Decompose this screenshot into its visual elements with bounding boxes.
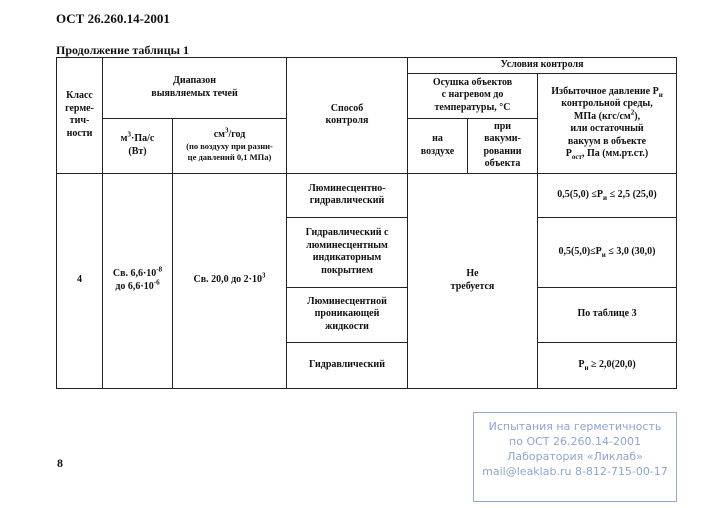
cell-pressure-2: $0,5(5,0)\le Р_и \le 3,0$ (30,0) xyxy=(538,217,677,287)
header-range: Диапазон выявляемых течей xyxy=(103,58,287,119)
cell-pressure-3: По таблице 3 xyxy=(538,287,677,342)
lab-watermark: Испытания на герметичность по ОСТ 26.260.14-2001 Лаборатория «Ликлаб» mail@leaklab.ru 8-812-715-00-17 xyxy=(473,412,677,502)
header-unit-m3pa: $м^3\cdot Па/с$ (Вт) xyxy=(103,118,173,173)
header-conditions: Условия контроля xyxy=(408,58,677,74)
cell-range-m3pa: Св. $6,6\cdot 10^{-8}$ до $6,6\cdot 10^{-6}$ xyxy=(103,173,173,388)
header-vacuum: при вакуми- ровании объекта xyxy=(468,118,538,173)
header-air: на воздухе xyxy=(408,118,468,173)
cell-range-cm3year: Св. 20,0 до $2\cdot 10^3$ xyxy=(173,173,287,388)
cell-method-1: Люминесцентно- гидравлический xyxy=(287,173,408,217)
cell-class-value: 4 xyxy=(57,173,103,388)
cell-pressure-4: $Р_и \ge 2,0(20,0)$ xyxy=(538,342,677,388)
cell-method-3: Люминесцентной проникающей жидкости xyxy=(287,287,408,342)
cell-drying-value: Не требуется xyxy=(408,173,538,388)
cell-pressure-1: $0,5(5,0) \le Р_и \le 2,5$ (25,0) xyxy=(538,173,677,217)
document-code: ОСТ 26.260.14-2001 xyxy=(56,11,170,26)
header-drying: Осушка объектов с нагревом до температуры, °С xyxy=(408,73,538,118)
table-continuation-caption: Продолжение таблицы 1 xyxy=(56,43,190,57)
leak-test-table xyxy=(56,57,677,389)
cell-method-4: Гидравлический xyxy=(287,342,408,388)
header-unit-cm3year: $см^3$/год (по воздуху при разни- це давлений 0,1 МПа) xyxy=(173,118,287,173)
header-method: Способ контроля xyxy=(287,58,408,174)
page-number: 8 xyxy=(57,456,63,470)
cell-method-2: Гидравлический с люминесцентным индикаторным покрытием xyxy=(287,217,408,287)
header-class: Класс герме- тич- ности xyxy=(57,58,103,174)
header-pressure: Избыточное давление $Р_и$ контрольной среды, МПа $(кгс/см^2)$, или остаточный вакуум в объекте $Р_{ост}$, Па (мм.рт.ст.) xyxy=(538,73,677,173)
